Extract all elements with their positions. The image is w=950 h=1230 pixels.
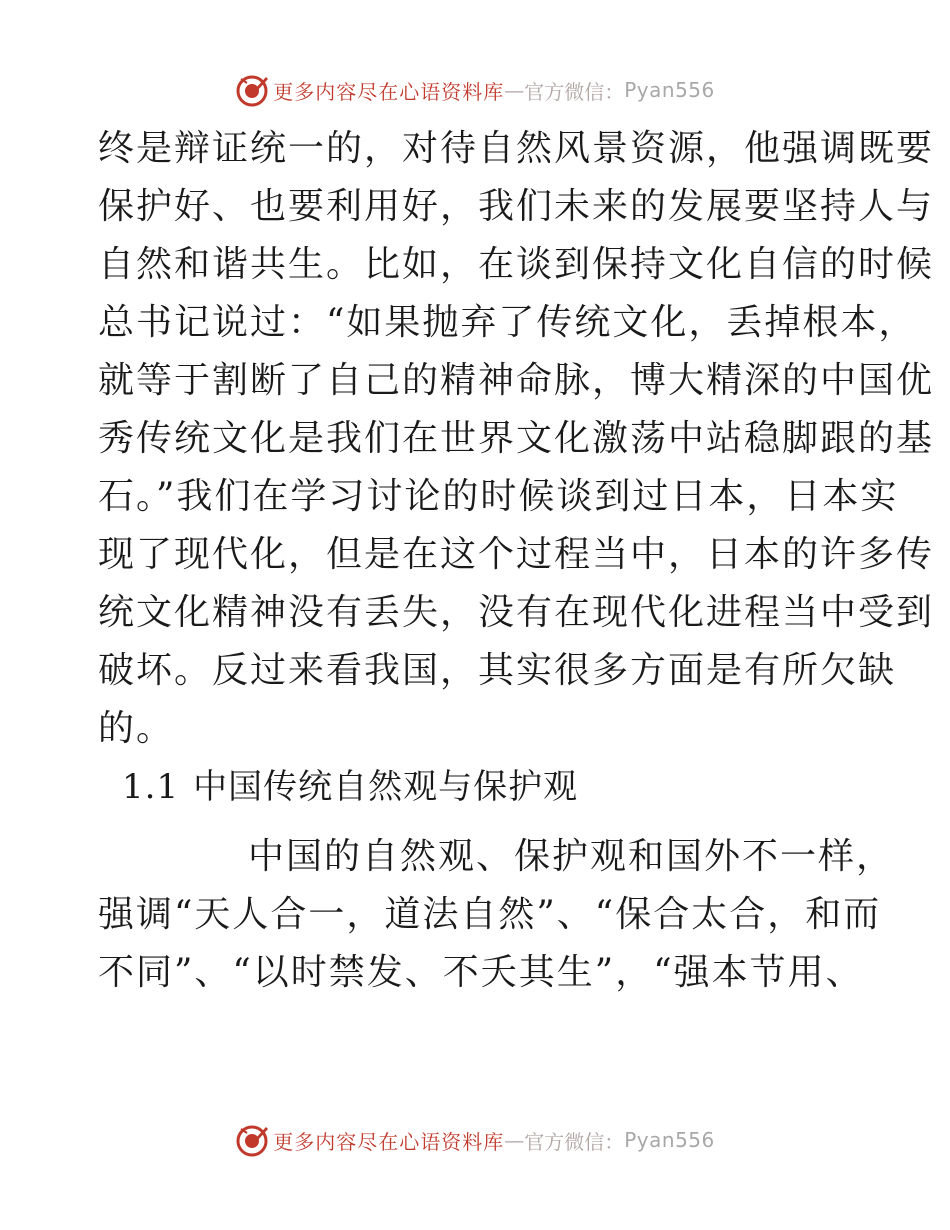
header-wechat-label: 官方微信：	[524, 79, 625, 104]
body-line: 秀传统文化是我们在世界文化激荡中站稳脚跟的基	[98, 418, 935, 459]
body-line: 不同”、“以时禁发、不夭其生”，“强本节用、	[98, 952, 864, 993]
section-heading	[98, 758, 858, 816]
footer-wechat-label: 官方微信：	[524, 1129, 625, 1154]
footer-watermark	[0, 1120, 950, 1160]
header-watermark	[0, 70, 950, 110]
body-line: 就等于割断了自己的精神命脉，博大精深的中国优	[98, 360, 935, 401]
body-line: 保护好、也要利用好，我们未来的发展要坚持人与	[98, 186, 935, 227]
body-line: 现了现代化，但是在这个过程当中，日本的许多传	[98, 534, 935, 575]
pen-logo-icon	[235, 1123, 269, 1157]
body-line: 终是辩证统一的，对待自然风景资源，他强调既要	[98, 128, 935, 169]
header-wechat-id: Pyan556	[624, 78, 715, 102]
section-title: 中国传统自然观与保护观	[193, 767, 579, 807]
body-line: 破坏。反过来看我国，其实很多方面是有所欠缺	[98, 650, 897, 691]
body-line: 中国的自然观、保护观和国外不一样，	[248, 836, 895, 877]
header-dash: —	[504, 78, 525, 102]
footer-wechat-id: Pyan556	[624, 1128, 715, 1152]
body-line: 自然和谐共生。比如，在谈到保持文化自信的时候	[98, 244, 935, 285]
body-line: 统文化精神没有丢失，没有在现代化进程当中受到	[98, 592, 935, 633]
document-body	[98, 120, 935, 1002]
body-line: 石。”我们在学习讨论的时候谈到过日本，日本实	[98, 476, 899, 517]
section-number: 1.1	[122, 767, 180, 807]
footer-slogan: 更多内容尽在心语资料库	[273, 1129, 505, 1154]
header-slogan: 更多内容尽在心语资料库	[273, 79, 505, 104]
footer-dash: —	[504, 1128, 525, 1152]
pen-logo-icon	[235, 73, 269, 107]
body-line: 总书记说过：“如果抛弃了传统文化，丢掉根本，	[98, 302, 917, 343]
body-line: 的。	[98, 708, 175, 749]
body-line: 强调“天人合一，道法自然”、“保合太合，和而	[98, 894, 882, 935]
